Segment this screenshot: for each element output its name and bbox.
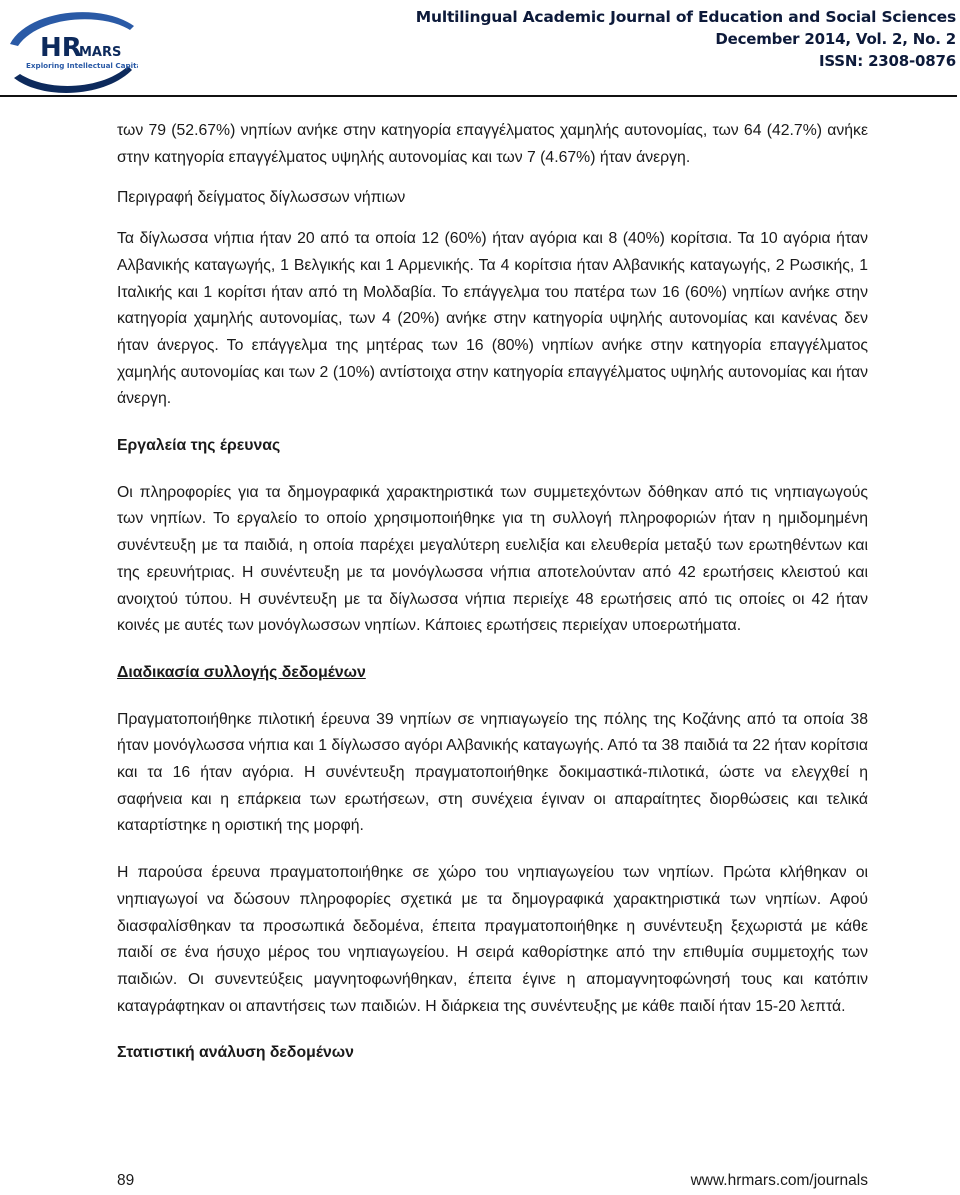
paragraph-tools: Οι πληροφορίες για τα δημογραφικά χαρακτηριστικά των συμμετεχόντων δόθηκαν από τις νηπιαγωγούς των νηπίων. Το εργαλείο το οποίο χρησιμοποιήθηκε για τη συλλογή πληροφοριών ήταν η ημιδομημένη συνέντευξη με τα παιδιά, η οποία παρέχει μεγαλύτερη ευελιξία και ελευθερία μεταξύ των ερωτηθέντων και της ερευνήτριας. Η συνέντευξη με τα μονόγλωσσα νήπια αποτελούνταν από 42 ερωτήσεις κλειστού και ανοιχτού τύπου. Η συνέντευξη με τα δίγλωσσα νήπια περιείχε 48 ερωτήσεις από τις οποίες οι 42 ήταν κοινές με αυτές των μονόγλωσσων νηπίων. Κάποιες ερωτήσεις περιείχαν υποερωτήματα. [117,483,868,635]
footer-url-link[interactable]: www.hrmars.com/journals [690,1172,868,1189]
header-divider [0,95,957,97]
journal-title: Multilingual Academic Journal of Education and Social Sciences [415,8,956,26]
journal-issn: ISSN: 2308-0876 [818,52,956,70]
paragraph-intro: των 79 (52.67%) νηπίων ανήκε στην κατηγορία επαγγέλματος χαμηλής αυτονομίας, των 64 (42.7%) ανήκε στην κατηγορία επαγγέλματος υψηλής αυτονομίας και των 7 (4.67%) ήταν άνεργη. [117,122,868,166]
journal-info [416,6,956,72]
paragraph-sample: Τα δίγλωσσα νήπια ήταν 20 από τα οποία 12 (60%) ήταν αγόρια και 8 (40%) κορίτσια. Τα 10 αγόρια ήταν Αλβανικής καταγωγής, 1 Βελγικής και 1 Αρμενικής. Τα 4 κορίτσια ήταν Αλβανικής καταγωγής, 2 Ρωσικής, 1 Ιταλικής και 1 κορίτσι ήταν από τη Μολδαβία. Το επάγγελμα του πατέρα των 16 (60%) νηπίων ανήκε στην κατηγορία χαμηλής αυτονομίας, των 4 (20%) ανήκε στην κατηγορία υψηλής αυτονομίας και κανένας δεν ήταν άνεργος. Το επάγγελμα της μητέρας των 16 (80%) νηπίων ανήκε στην κατηγορία επαγγέλματος χαμηλής αυτονομίας και των 2 (10%) αντίστοιχα στην κατηγορία επαγγέλματος υψηλής αυτονομίας και ήταν άνεργη. [117,230,868,408]
heading-data-collection: Διαδικασία συλλογής δεδομένων [117,663,366,681]
svg-text:MARS: MARS [79,45,122,60]
hrmars-logo [4,4,138,96]
article-body [117,118,868,1067]
svg-text:HR: HR [40,33,82,63]
page-number: 89 [117,1172,135,1189]
heading-sample-description: Περιγραφή δείγματος δίγλωσσων νήπιων [117,189,406,207]
heading-statistical-analysis: Στατιστική ανάλυση δεδομένων [117,1044,354,1062]
paragraph-procedure-pilot: Πραγματοποιήθηκε πιλοτική έρευνα 39 νηπίων σε νηπιαγωγείο της πόλης της Κοζάνης από τα οποία 38 ήταν μονόγλωσσα νήπια και 1 δίγλωσσο αγόρι Αλβανικής καταγωγής. Από τα 38 παιδιά τα 22 ήταν κορίτσια και τα 16 ήταν αγόρια. Η συνέντευξη πραγματοποιήθηκε δοκιμαστικά-πιλοτικά, ώστε να ελεγχθεί η σαφήνεια και η επάρκεια των ερωτήσεων, στη συνέχεια έγιναν οι απαραίτητες διορθώσεις και τελικά καταρτίστηκε η οριστική της μορφή. [117,710,868,835]
heading-research-tools: Εργαλεία της έρευνας [117,437,281,455]
journal-issue: December 2014, Vol. 2, No. 2 [715,30,956,48]
paragraph-procedure-main: Η παρούσα έρευνα πραγματοποιήθηκε σε χώρο του νηπιαγωγείου των νηπίων. Πρώτα κλήθηκαν οι νηπιαγωγοί να δώσουν πληροφορίες σχετικά με τα δημογραφικά χαρακτηριστικά των νηπίων. Αφού διασφαλίσθηκαν τα προσωπικά δεδομένα, έπειτα πραγματοποιήθηκε η συνέντευξη ξεχωριστά με κάθε παιδί σε ένα ήσυχο μέρος του νηπιαγωγείου. Η σειρά καθορίστηκε από την επιθυμία συμμετοχής των παιδιών. Οι συνεντεύξεις μαγνητοφωνήθηκαν, έπειτα έγινε η απομαγνητοφώνησή τους και κατόπιν καταγράφτηκαν οι απαντήσεις των παιδιών. Η διάρκεια της συνέντευξης με κάθε παιδί ήταν 15-20 λεπτά. [117,864,868,1015]
hrmars-logo-graphic [4,4,138,96]
svg-text:Exploring Intellectual Capital: Exploring Intellectual Capital [26,61,138,70]
